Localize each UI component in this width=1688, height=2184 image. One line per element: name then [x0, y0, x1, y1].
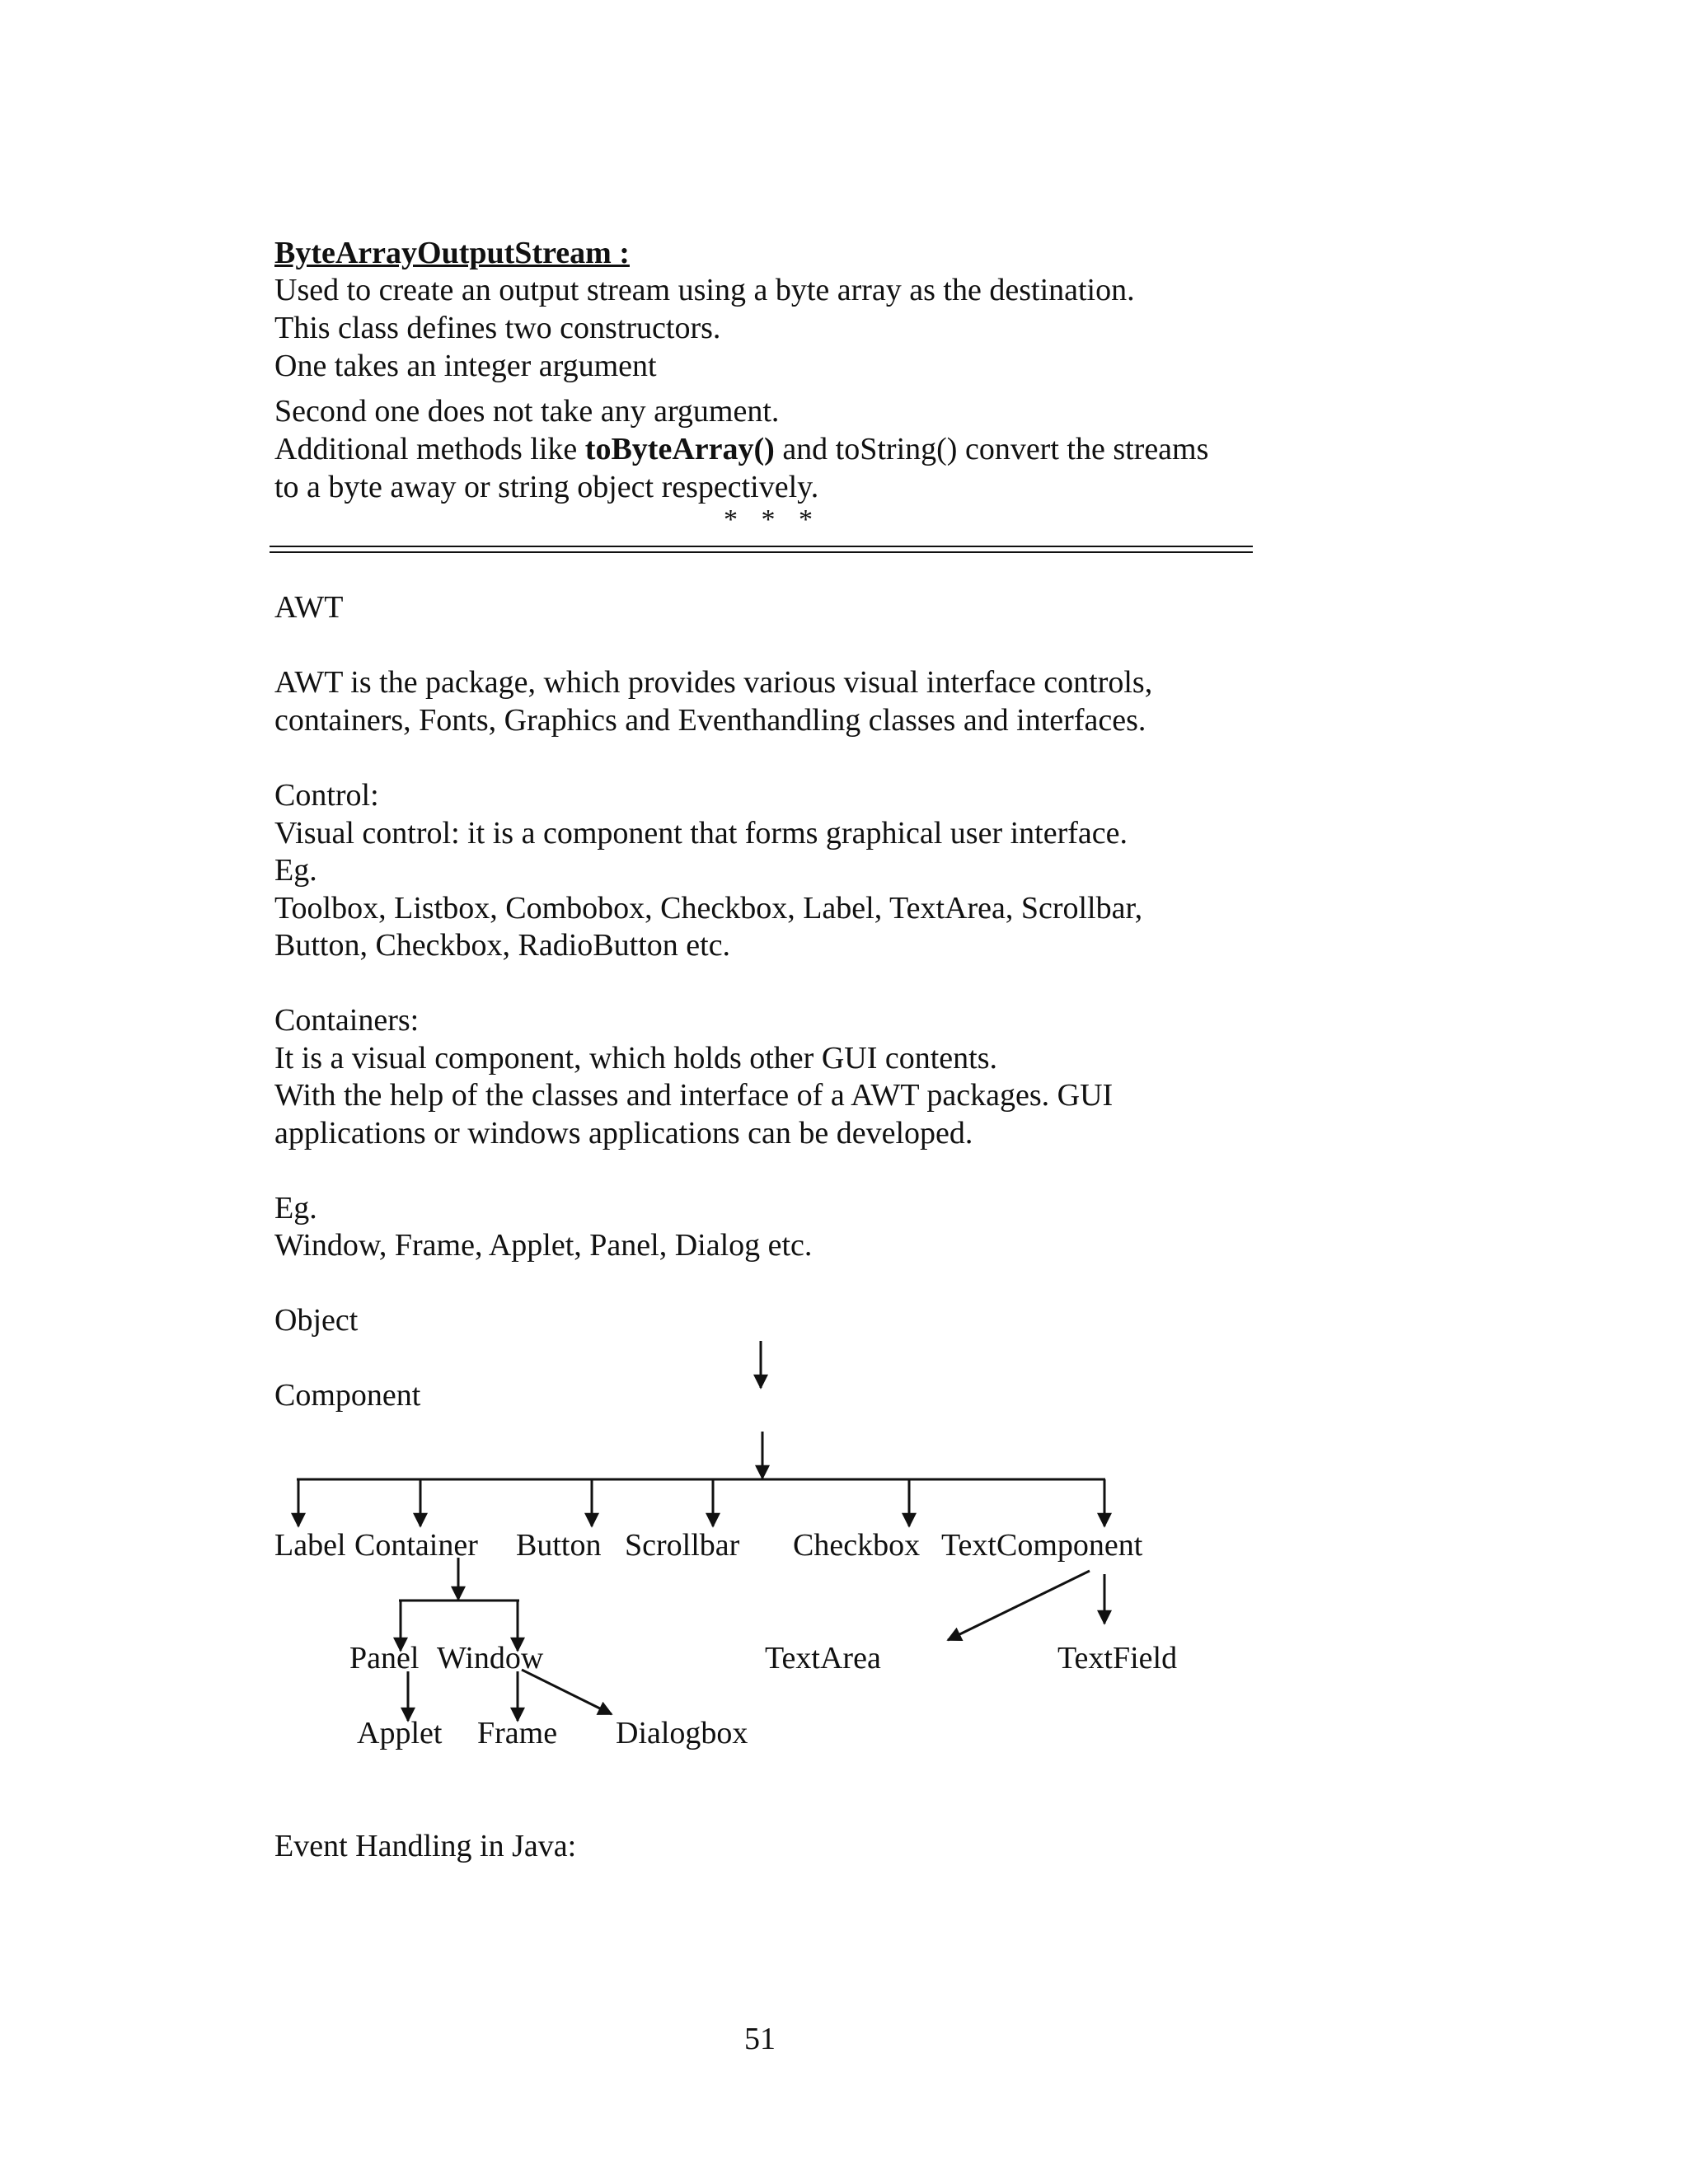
node-label: Label [274, 1528, 346, 1563]
arrow-window-dialogbox [522, 1670, 612, 1714]
node-object: Object [274, 1303, 359, 1338]
section-heading-bytearrayoutputstream: ByteArrayOutputStream : [274, 236, 630, 270]
paragraph-line: Window, Frame, Applet, Panel, Dialog etc. [274, 1228, 813, 1263]
node-container: Container [354, 1528, 478, 1563]
section-separator-stars: * * * [724, 504, 821, 535]
paragraph-line: Visual control: it is a component that forms graphical user interface. [274, 816, 1128, 851]
arrow-textcomponent-textarea [948, 1571, 1090, 1640]
paragraph-line: Eg. [274, 1191, 317, 1226]
paragraph-line: It is a visual component, which holds other GUI contents. [274, 1041, 998, 1076]
paragraph-line: AWT is the package, which provides various visual interface controls, [274, 665, 1153, 700]
node-applet: Applet [357, 1716, 443, 1750]
paragraph-line: containers, Fonts, Graphics and Eventhandling classes and interfaces. [274, 703, 1146, 738]
method-name-bold: toByteArray() [584, 432, 775, 466]
paragraph-line: to a byte away or string object respectively. [274, 470, 819, 504]
node-textcomponent: TextComponent [941, 1528, 1143, 1563]
node-textfield: TextField [1057, 1641, 1178, 1675]
node-frame: Frame [477, 1716, 558, 1750]
paragraph-line: Eg. [274, 853, 317, 888]
paragraph-line: applications or windows applications can be developed. [274, 1116, 973, 1151]
node-panel: Panel [349, 1641, 420, 1675]
section-heading-event-handling: Event Handling in Java: [274, 1829, 577, 1863]
subheading-control: Control: [274, 778, 379, 813]
paragraph-line: With the help of the classes and interface of a AWT packages. GUI [274, 1078, 1114, 1113]
paragraph-line: Second one does not take any argument. [274, 394, 780, 429]
section-title-awt: AWT [274, 590, 344, 625]
subheading-containers: Containers: [274, 1003, 420, 1038]
node-window: Window [437, 1641, 544, 1675]
paragraph-line: Toolbox, Listbox, Combobox, Checkbox, Label, TextArea, Scrollbar, [274, 891, 1143, 926]
node-scrollbar: Scrollbar [625, 1528, 740, 1563]
paragraph-line: One takes an integer argument [274, 349, 657, 383]
paragraph-line: Button, Checkbox, RadioButton etc. [274, 928, 731, 963]
node-checkbox: Checkbox [793, 1528, 921, 1563]
node-dialogbox: Dialogbox [616, 1716, 748, 1750]
node-textarea: TextArea [765, 1641, 881, 1675]
text-run: and toString() convert the streams [774, 432, 1209, 466]
text-run: Additional methods like [274, 432, 585, 466]
paragraph-line: This class defines two constructors. [274, 311, 721, 345]
node-component: Component [274, 1378, 421, 1413]
paragraph-line: Used to create an output stream using a byte array as the destination. [274, 273, 1135, 307]
node-button: Button [516, 1528, 602, 1563]
page-number: 51 [744, 2022, 776, 2056]
